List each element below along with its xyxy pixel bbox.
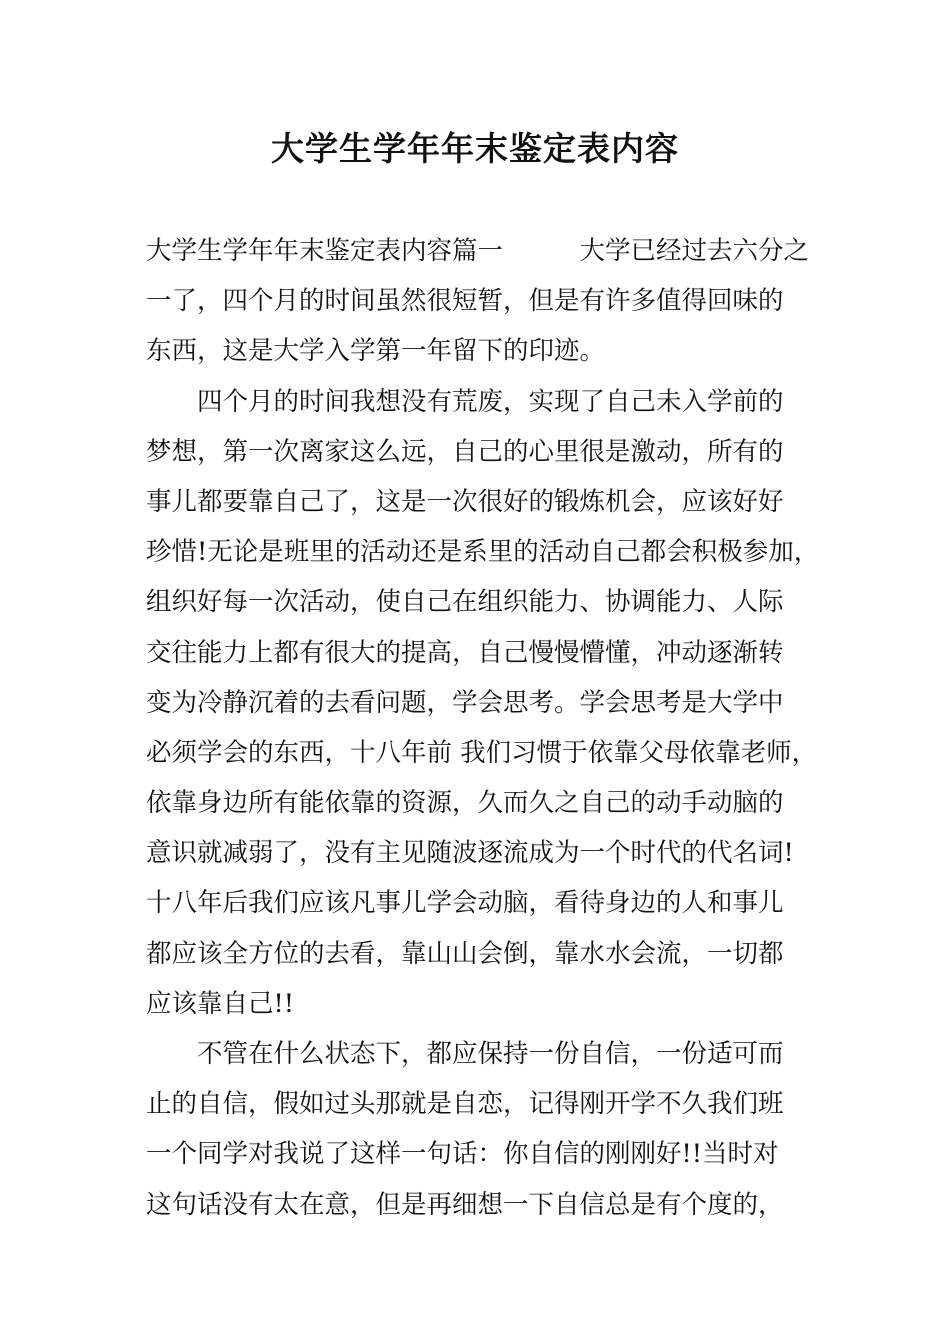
text-line: 依靠身边所有能依靠的资源，久而久之自己的动手动脑的 (146, 788, 784, 819)
text-line: 交往能力上都有很大的提高，自己慢慢懵懂，冲动逐渐转 (146, 637, 784, 668)
text-line: 十八年后我们应该凡事儿学会动脑，看待身边的人和事儿 (146, 888, 784, 919)
document-body (146, 226, 820, 1230)
text-line: 这句话没有太在意，但是再细想一下自信总是有个度的， (146, 1189, 784, 1220)
text-line: 珍惜!无论是班里的活动还是系里的活动自己都会积极参加， (146, 537, 820, 568)
text-line: 应该靠自己!! (146, 988, 294, 1019)
text-line: 必须学会的东西，十八年前 我们习惯于依靠父母依靠老师， (146, 737, 818, 768)
text-line: 一个同学对我说了这样一句话：你自信的刚刚好!!当时对 (146, 1139, 779, 1170)
text-line: 都应该全方位的去看，靠山山会倒，靠水水会流，一切都 (146, 938, 784, 969)
text-line: 组织好每一次活动，使自己在组织能力、协调能力、人际 (146, 587, 784, 618)
text-line: 大学生学年年末鉴定表内容篇一 大学已经过去六分之 (146, 236, 810, 266)
text-line: 止的自信，假如过头那就是自恋，记得刚开学不久我们班 (146, 1089, 784, 1120)
text-line: 不管在什么状态下，都应保持一份自信，一份适可而 (146, 1039, 784, 1069)
text-line: 梦想，第一次离家这么远，自己的心里很是激动，所有的 (146, 436, 784, 467)
text-line: 意识就减弱了，没有主见随波逐流成为一个时代的代名词! (146, 838, 794, 869)
text-line: 四个月的时间我想没有荒废，实现了自己未入学前的 (146, 386, 784, 417)
document-title: 大学生学年年末鉴定表内容 (271, 129, 679, 168)
text-line: 一了，四个月的时间虽然很短暂，但是有许多值得回味的 (146, 286, 784, 317)
text-line: 变为冷静沉着的去看问题，学会思考。学会思考是大学中 (146, 687, 784, 718)
text-line: 东西，这是大学入学第一年留下的印迹。 (146, 336, 606, 367)
text-line: 事儿都要靠自己了，这是一次很好的锻炼机会，应该好好 (146, 486, 784, 517)
